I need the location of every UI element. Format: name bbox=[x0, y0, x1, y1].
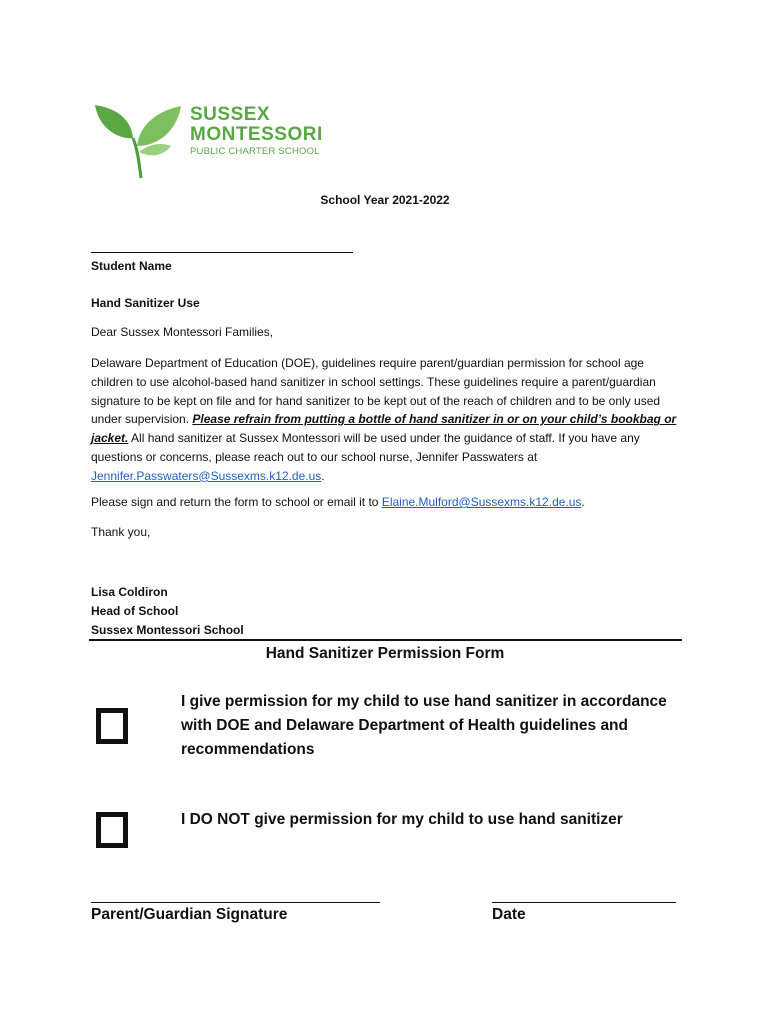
student-name-line[interactable] bbox=[91, 240, 353, 253]
signer-school: Sussex Montessori School bbox=[91, 623, 244, 637]
nurse-email-link[interactable]: Jennifer.Passwaters@Sussexms.k12.de.us bbox=[91, 468, 322, 483]
checkbox-square-icon bbox=[96, 812, 128, 848]
letter-signature-block bbox=[91, 583, 244, 640]
body-text-1: Delaware Department of Education (DOE), guidelines require parent/guardian permission for school age children to use alcohol-based hand sanitizer in school settings. These guidelines require a parent/guardian signature to be kept on file and for hand sanitizer to be kept out of the reach of children and to be only used under supervision. bbox=[91, 356, 661, 427]
signature-label: Parent/Guardian Signature bbox=[91, 906, 288, 923]
return-text: Please sign and return the form to school or email it to bbox=[91, 495, 382, 509]
date-line[interactable] bbox=[492, 892, 676, 903]
student-name-label: Student Name bbox=[91, 259, 172, 273]
school-year: School Year 2021-2022 bbox=[320, 193, 450, 207]
logo-text bbox=[190, 105, 323, 157]
return-end: . bbox=[581, 495, 585, 509]
checkbox-square-icon bbox=[96, 708, 128, 744]
form-title: Hand Sanitizer Permission Form bbox=[265, 645, 505, 662]
letter-thanks: Thank you, bbox=[91, 525, 151, 539]
logo-line-charter: PUBLIC CHARTER SCHOOL bbox=[190, 146, 320, 157]
signature-line[interactable] bbox=[91, 892, 380, 903]
permission-yes-checkbox[interactable] bbox=[96, 708, 128, 744]
body-emphasis: Please refrain from putting a bottle of hand sanitizer in or on your child’s bookbag or jacket. bbox=[91, 412, 677, 446]
permission-no-label: I DO NOT give permission for my child to use hand sanitizer bbox=[181, 811, 623, 828]
letter-body bbox=[91, 354, 681, 486]
section-divider bbox=[89, 639, 682, 641]
signer-name: Lisa Coldiron bbox=[91, 585, 168, 599]
letter-title: Hand Sanitizer Use bbox=[91, 296, 200, 310]
return-email-link[interactable]: Elaine.Mulford@Sussexms.k12.de.us bbox=[381, 495, 582, 509]
signer-title: Head of School bbox=[91, 604, 179, 618]
letter-greeting: Dear Sussex Montessori Families, bbox=[91, 325, 274, 339]
return-instructions bbox=[91, 495, 681, 509]
body-text-2: All hand sanitizer at Sussex Montessori will be used under the guidance of staff. If you have any questions or concerns, please reach out to our school nurse, Jennifer Passwaters at bbox=[91, 431, 640, 464]
body-end: . bbox=[321, 468, 325, 483]
permission-yes-label: I give permission for my child to use hand sanitizer in accordance with DOE and Delaware Department of Health guidelines and recommendations bbox=[181, 693, 667, 758]
date-label: Date bbox=[492, 906, 526, 923]
leaf-icon bbox=[93, 100, 183, 180]
school-logo bbox=[93, 100, 333, 180]
permission-no-checkbox[interactable] bbox=[96, 812, 128, 848]
logo-line-montessori: MONTESSORI bbox=[190, 124, 323, 145]
logo-line-sussex: SUSSEX bbox=[190, 104, 271, 125]
